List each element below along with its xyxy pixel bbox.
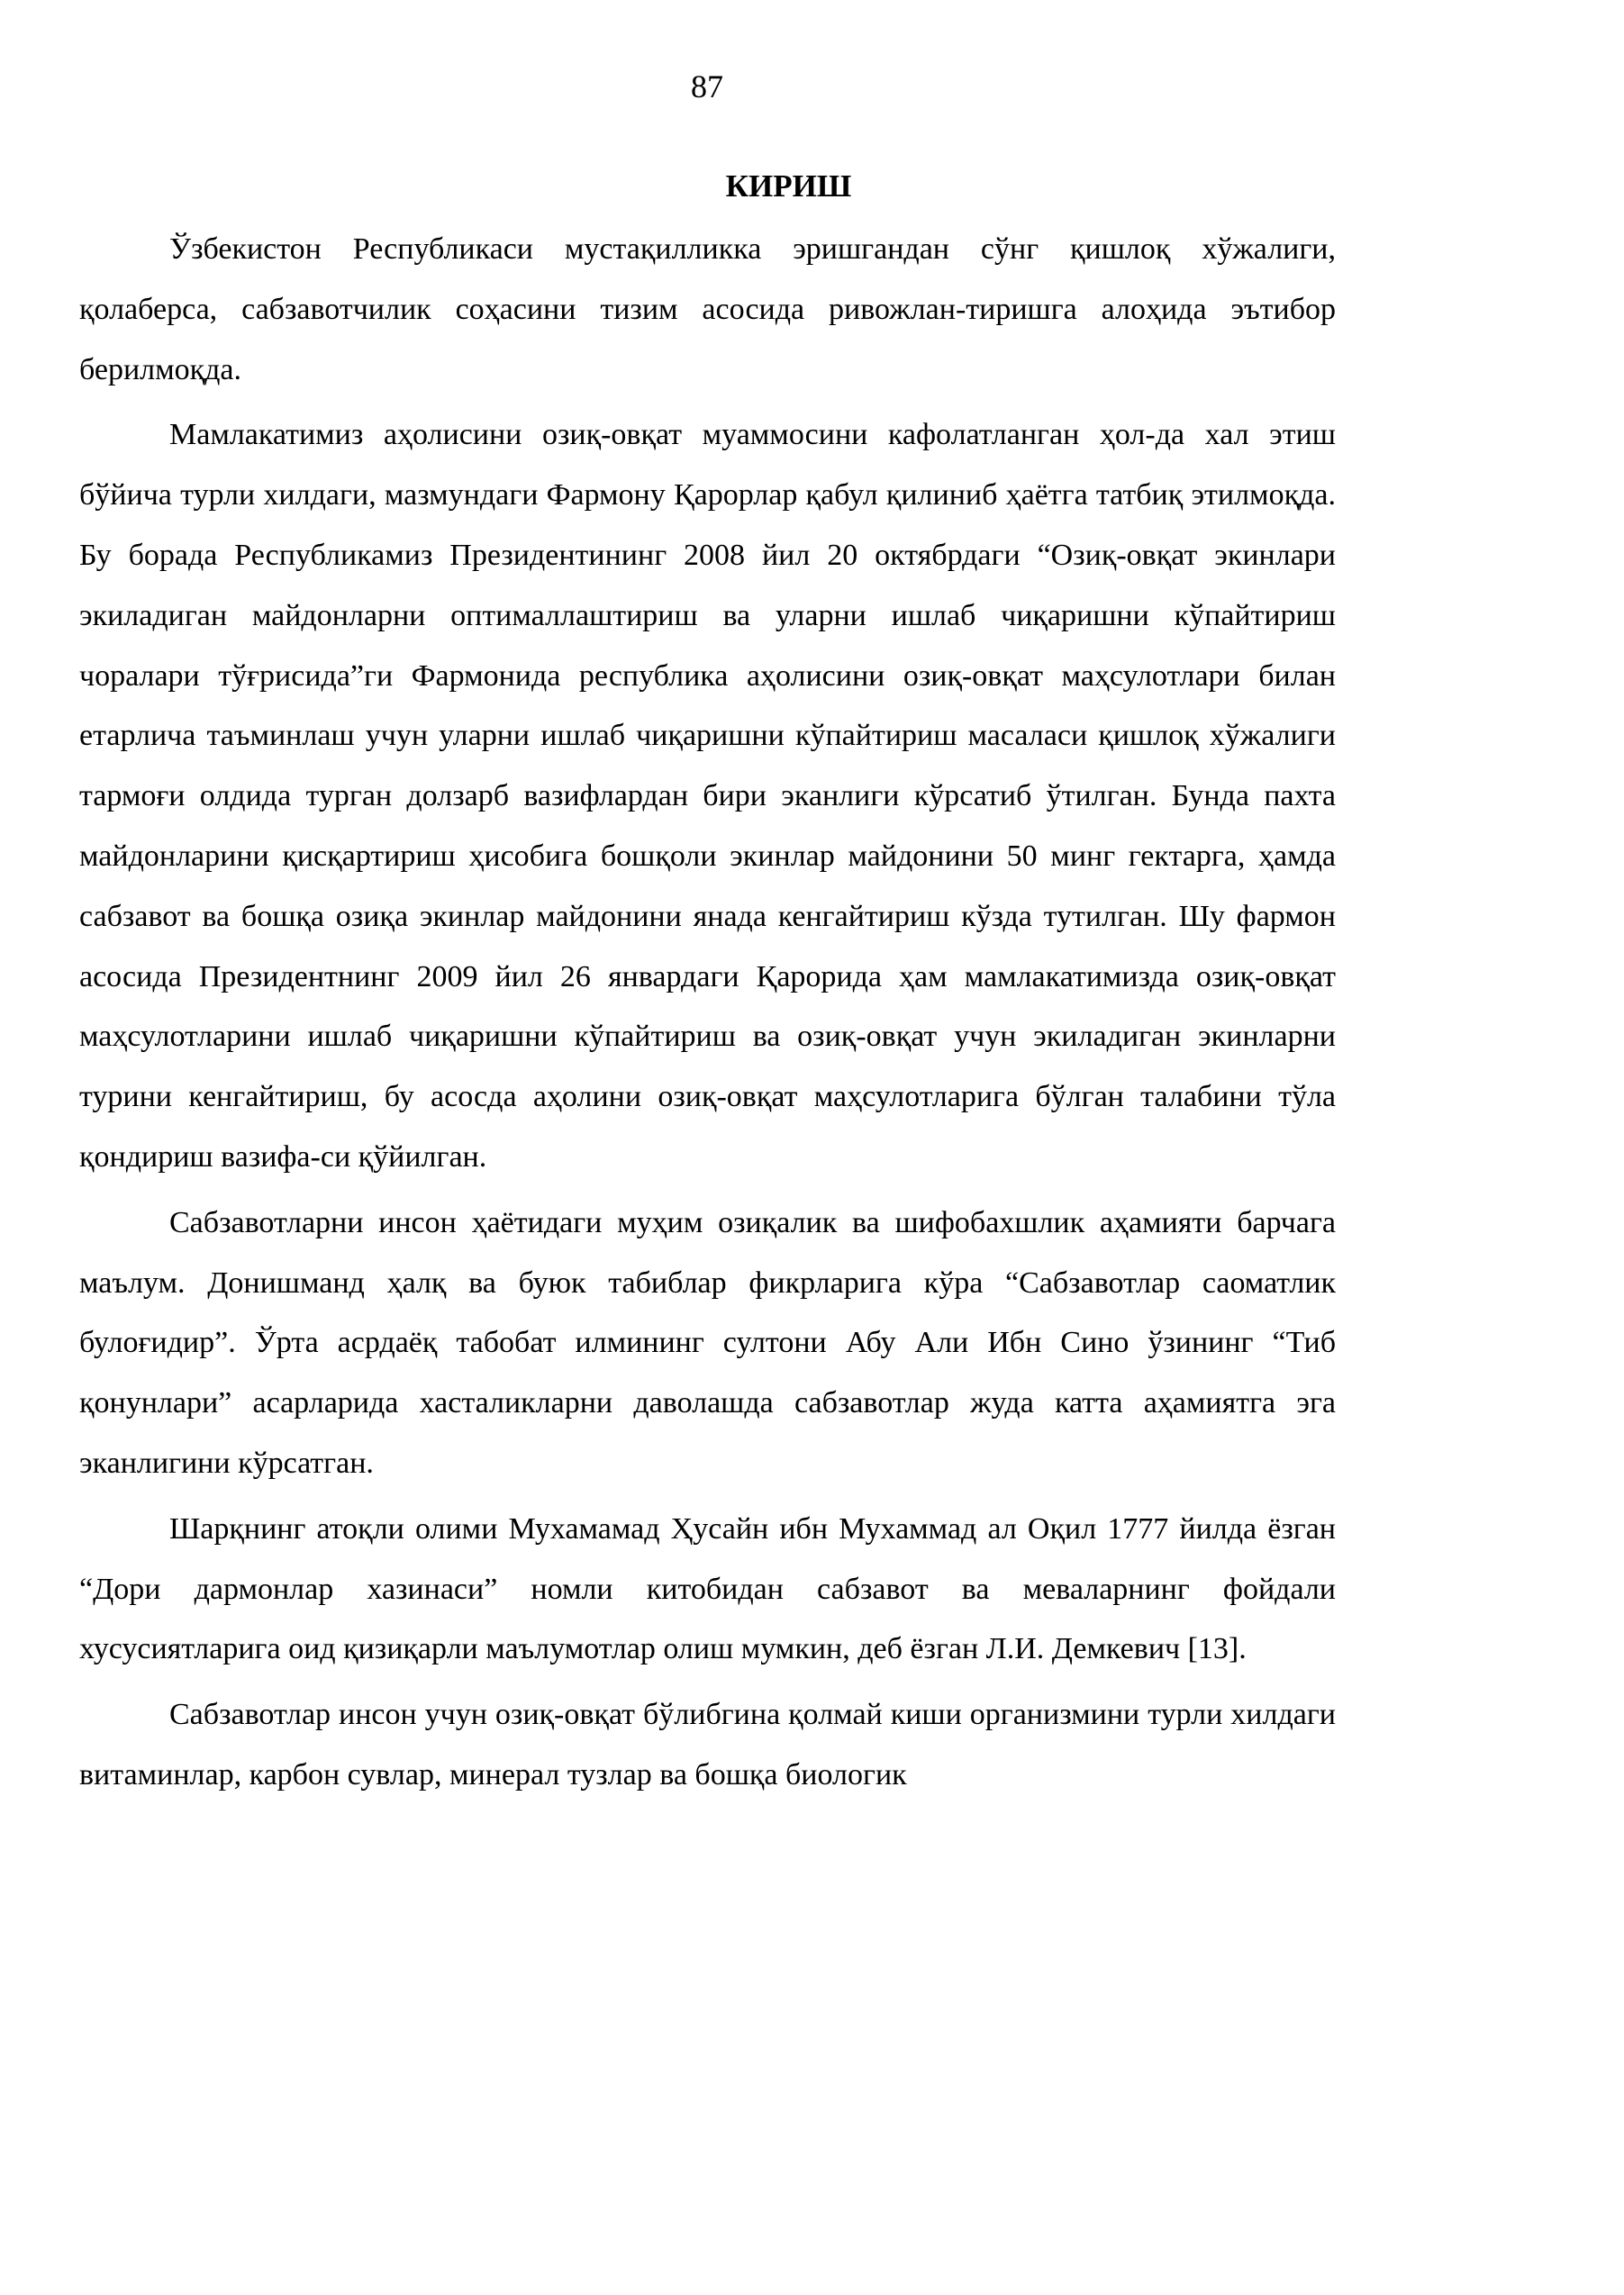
body-text [79,164,1336,1811]
paragraph-1: Ўзбекистон Республикаси мустақилликка эришгандан сўнг қишлоқ хўжалиги, қолаберса, сабзавотчилик соҳасини тизим асосида ривожлан-тиришга алоҳида эътибор берилмоқда. [79,232,1336,386]
paragraph-5: Сабзавотлар инсон учун озиқ-овқат бўлибгина қолмай киши организмини турли хилдаги витаминлар, карбон сувлар, минерал тузлар ва бошқа биологик [79,1698,1336,1792]
paragraph-2: Мамлакатимиз аҳолисини озиқ-овқат муаммосини кафолатланган ҳол-да хал этиш бўйича турли хилдаги, мазмундаги Фармону Қарорлар қабул қилиниб ҳаётга татбиқ этилмоқда. Бу борада Республикамиз Президентининг 2008 йил 20 октябрдаги “Озиқ-овқат экинлари экиладиган майдонларни оптималлаштириш ва уларни ишлаб чиқаришни кўпайтириш чоралари тўғрисида”ги Фармонида республика аҳолисини озиқ-овқат маҳсулотлари билан етарлича таъминлаш учун уларни ишлаб чиқаришни кўпайтириш масаласи қишлоқ хўжалиги тармоғи олдида турган долзарб вазифлардан бири эканлиги кўрсатиб ўтилган. Бунда пахта майдонларини қисқартириш ҳисобига бошқоли экинлар майдонини 50 минг гектарга, ҳамда сабзавот ва бошқа озиқа экинлар майдонини янада кенгайтириш кўзда тутилган. Шу фармон асосида Президентнинг 2009 йил 26 январдаги Қарорида ҳам мамлакатимизда озиқ-овқат маҳсулотларини ишлаб чиқаришни кўпайтириш ва озиқ-овқат учун экиладиган экинларни турини кенгайтириш, бу асосда аҳолини озиқ-овқат маҳсулотларига бўлган талабини тўла қондириш вазифа-си қўйилган. [79,418,1336,1174]
paragraph-4: Шарқнинг атоқли олими Мухамамад Ҳусайн ибн Мухаммад ал Оқил 1777 йилда ёзган “Дори дармонлар хазинаси” номли китобидан сабзавот ва меваларнинг фойдали хусусиятларига оид қизиқарли маълумотлар олиш мумкин, деб ёзган Л.И. Демкевич [13]. [79,1511,1336,1666]
section-heading: КИРИШ [725,168,852,204]
page-number: 87 [691,68,723,104]
paragraph-3: Сабзавотларни инсон ҳаётидаги муҳим озиқалик ва шифобахшлик аҳамияти барчага маълум. Донишманд ҳалқ ва буюк табиблар фикрларига кўра “Сабзавотлар саоматлик булоғидир”. Ўрта асрдаёқ табобат илмининг султони Абу Али Ибн Сино ўзининг “Тиб қонунлари” асарларида хасталикларни даволашда сабзавотлар жуда катта аҳамиятга эга эканлигини кўрсатган. [79,1205,1336,1480]
